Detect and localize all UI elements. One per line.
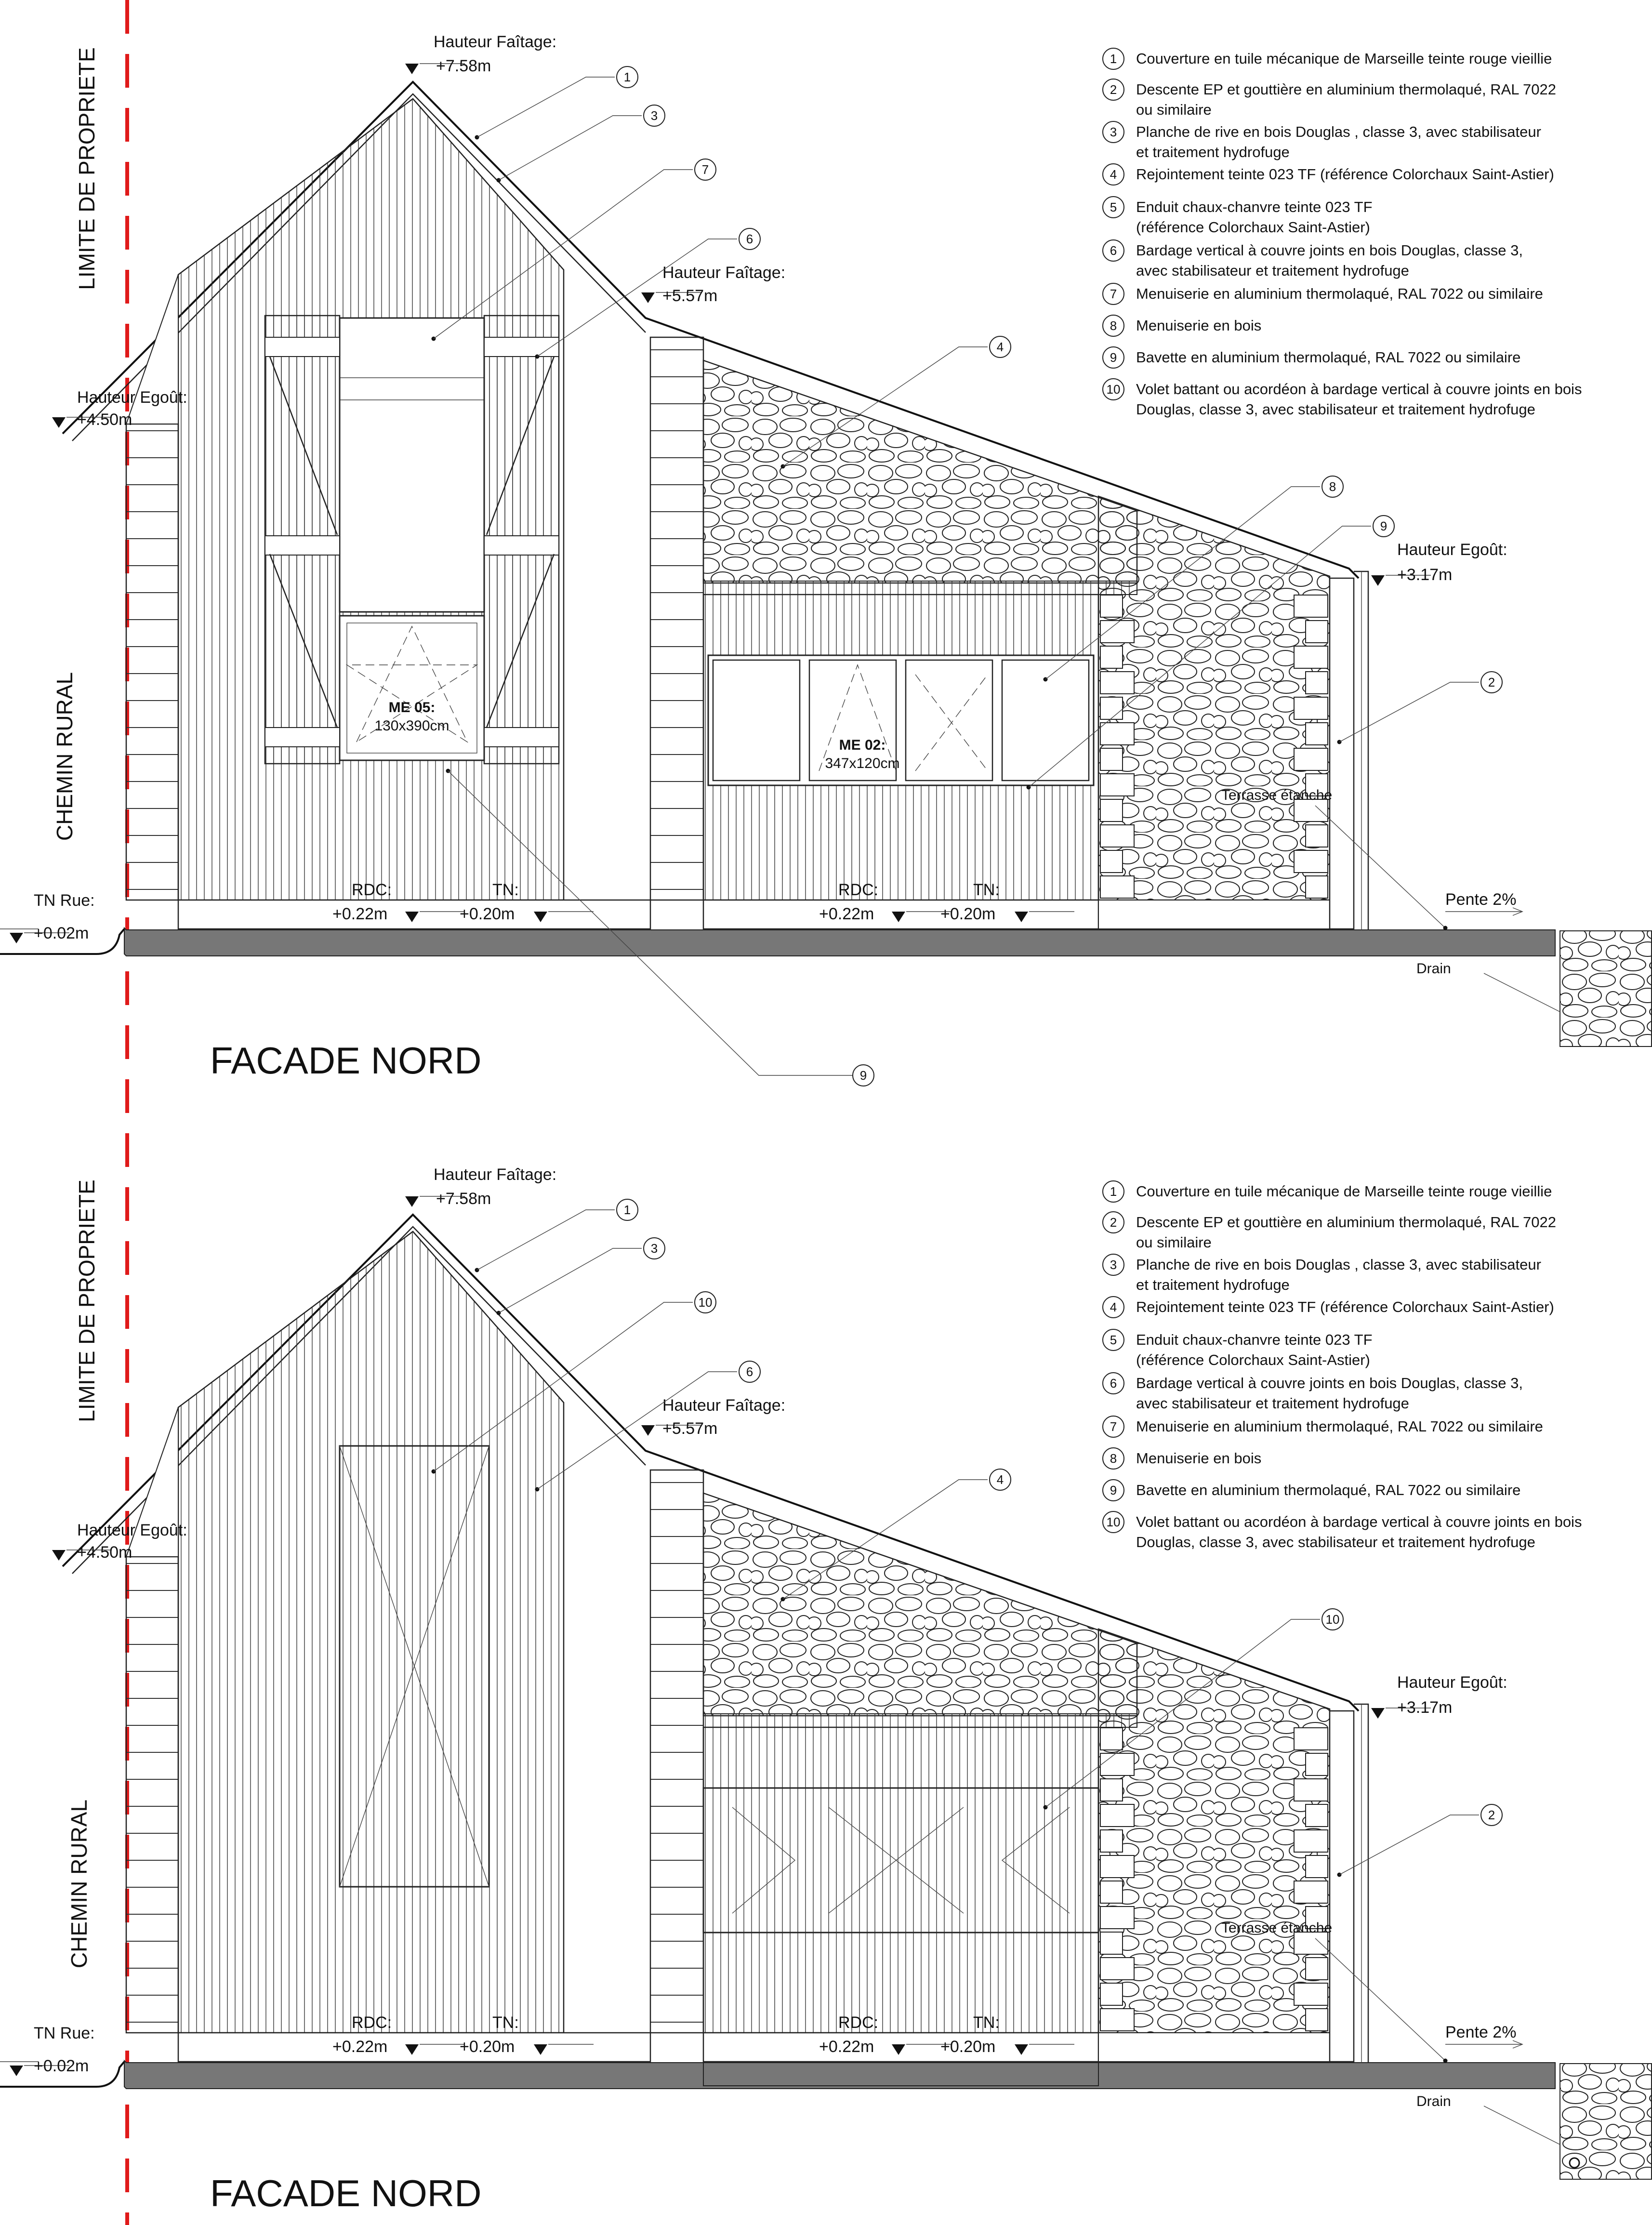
eave-value: +4.50m — [77, 1543, 132, 1562]
quoin-left — [1100, 748, 1123, 770]
legend-text-4: Rejointement teinte 023 TF (référence Colorchaux Saint-Astier) — [1136, 1298, 1554, 1315]
legend-text-6: Bardage vertical à couvre joints en bois Douglas, classe 3, — [1136, 1375, 1523, 1391]
quoin-right — [1306, 876, 1328, 898]
quoin-left — [1100, 1855, 1134, 1878]
window-main-code: ME 05: — [388, 700, 436, 715]
drain-leader — [1484, 2106, 1560, 2145]
window-annex-size: 347x120cm — [825, 755, 900, 771]
drain-gravel — [1560, 931, 1652, 1046]
pier-plinth — [1098, 900, 1330, 929]
facade-view-closed — [0, 1165, 1652, 2214]
ridge-marker — [405, 64, 419, 74]
callout-number: 6 — [746, 1364, 753, 1379]
leader-line — [1339, 1815, 1479, 1875]
callout-number: 9 — [1110, 350, 1117, 365]
quoin-right — [1306, 825, 1328, 847]
annex-ridge-marker — [641, 292, 655, 303]
shutter-batten — [265, 337, 340, 357]
callout-number: 1 — [623, 70, 631, 84]
legend-text-8: Menuiserie en bois — [1136, 1450, 1262, 1467]
corner-column — [650, 337, 703, 900]
quoin-left — [1100, 672, 1134, 694]
callout-number: 7 — [1110, 287, 1117, 301]
quoin-left — [1100, 1958, 1134, 1980]
slope-arrow — [1445, 908, 1522, 915]
quoin-right — [1294, 1830, 1328, 1852]
terrace-label: Terrasse étanche — [1221, 787, 1333, 803]
callout-number: 4 — [1110, 1300, 1117, 1314]
tn-rue-marker — [10, 2066, 23, 2076]
annex-eave-value: +3.17m — [1397, 566, 1453, 584]
ridge-label: Hauteur Faîtage: — [434, 33, 557, 51]
annex-ridge-value: +5.57m — [662, 1419, 718, 1438]
legend-text-10: Douglas, classe 3, avec stabilisateur et traitement hydrofuge — [1136, 1534, 1535, 1550]
annex-stone-wall — [703, 1493, 1137, 1716]
eave-marker — [52, 1550, 66, 1561]
quoin-left — [1100, 595, 1123, 617]
quoin-left — [1100, 850, 1123, 873]
legend-text-8: Menuiserie en bois — [1136, 317, 1262, 334]
tn-label: TN: — [492, 881, 519, 899]
quoin-left — [1100, 1779, 1123, 1801]
slope-label: Pente 2% — [1445, 2023, 1517, 2041]
drain-gravel — [1560, 2064, 1652, 2179]
legend-text-6: Bardage vertical à couvre joints en bois Douglas, classe 3, — [1136, 242, 1523, 259]
tn-label: TN: — [492, 2013, 519, 2032]
shutter-batten — [484, 337, 559, 357]
callout-number: 10 — [1106, 1515, 1121, 1529]
quoin-left — [1100, 1804, 1134, 1827]
annex-side-wall — [1330, 578, 1354, 929]
legend-text-2: Descente EP et gouttière en aluminium thermolaqué, RAL 7022 — [1136, 81, 1556, 98]
slope-arrow — [1445, 2040, 1522, 2048]
legend-text-9: Bavette en aluminium thermolaqué, RAL 7022 ou similaire — [1136, 349, 1521, 366]
leader-line — [477, 77, 615, 137]
callout-number: 6 — [1110, 1376, 1117, 1391]
callout-number: 4 — [996, 340, 1004, 354]
quoin-right — [1306, 2009, 1328, 2031]
annex-eave-value: +3.17m — [1397, 1698, 1453, 1717]
callout-number: 10 — [1106, 382, 1121, 397]
callout-number: 1 — [1110, 52, 1117, 66]
view-title: FACADE NORD — [210, 2172, 482, 2214]
legend-text-2: ou similaire — [1136, 1234, 1212, 1251]
callout-number: 9 — [859, 1068, 867, 1083]
quoin-left — [1100, 1753, 1134, 1775]
callout-number: 10 — [1325, 1612, 1340, 1627]
eave-marker — [52, 417, 66, 428]
quoin-left — [1100, 1983, 1123, 2005]
callout-number: 1 — [1110, 1184, 1117, 1199]
rdc-value: +0.22m — [332, 905, 388, 923]
callout-number: 7 — [1110, 1419, 1117, 1434]
gable-cladding — [178, 1232, 564, 2033]
legend-text-3: Planche de rive en bois Douglas , classe 3, avec stabilisateur — [1136, 1256, 1541, 1273]
rdc-label: RDC: — [838, 881, 879, 899]
legend-text-1: Couverture en tuile mécanique de Marseille teinte rouge vieillie — [1136, 50, 1552, 67]
downpipe — [1354, 1704, 1368, 2063]
annex-side-wall — [1330, 1711, 1354, 2062]
callout-number: 2 — [1488, 675, 1495, 689]
shutter-batten — [484, 728, 559, 747]
quoin-left — [1100, 774, 1134, 796]
tn-label: TN: — [973, 2013, 1000, 2032]
tn-label: TN: — [973, 881, 1000, 899]
ground-slab — [124, 928, 1555, 956]
window-main-size: 130x390cm — [374, 718, 449, 734]
tn-rue-label: TN Rue: — [34, 891, 95, 910]
left-side-wall — [126, 424, 178, 900]
quoin-left — [1100, 1932, 1123, 1954]
leader-line — [499, 116, 642, 180]
drain-label: Drain — [1416, 961, 1451, 977]
callout-number: 9 — [1110, 1483, 1117, 1497]
annex-eave-marker — [1371, 575, 1385, 586]
callout-number: 1 — [623, 1203, 631, 1217]
leader-dot — [1443, 2059, 1448, 2063]
callout-number: 9 — [1380, 519, 1388, 533]
tn-value: +0.20m — [460, 2038, 515, 2056]
annex-ridge-label: Hauteur Faîtage: — [662, 1396, 786, 1415]
quoin-right — [1294, 1779, 1328, 1801]
callout-number: 6 — [746, 232, 753, 246]
quoin-left — [1100, 646, 1123, 668]
tn-rue-marker — [10, 933, 23, 943]
quoin-right — [1294, 748, 1328, 770]
tn-value: +0.20m — [940, 2038, 996, 2056]
callout-number: 4 — [996, 1472, 1004, 1487]
quoin-right — [1294, 1728, 1328, 1750]
drain-label: Drain — [1416, 2093, 1451, 2109]
left-side-wall — [126, 1557, 178, 2033]
rdc-value: +0.22m — [819, 2038, 874, 2056]
callout-number: 5 — [1110, 200, 1117, 214]
callout-number: 3 — [650, 1241, 658, 1256]
annex-lintel — [703, 581, 1137, 595]
legend-text-5: (référence Colorchaux Saint-Astier) — [1136, 1351, 1370, 1368]
corner-column — [650, 1470, 703, 2033]
callout-number: 8 — [1110, 1451, 1117, 1466]
legend-text-2: ou similaire — [1136, 101, 1212, 118]
tn-rue-value: +0.02m — [34, 924, 89, 942]
callout-number: 10 — [698, 1295, 713, 1310]
quoin-left — [1100, 621, 1134, 643]
annex-ridge-marker — [641, 1425, 655, 1436]
quoin-right — [1306, 1804, 1328, 1827]
quoin-right — [1306, 1958, 1328, 1980]
annex-cladding — [703, 1727, 1098, 2033]
legend-text-7: Menuiserie en aluminium thermolaqué, RAL 7022 ou similaire — [1136, 285, 1543, 302]
quoin-left — [1100, 1907, 1134, 1929]
drain-leader — [1484, 973, 1560, 1012]
legend-text-3: et traitement hydrofuge — [1136, 144, 1290, 160]
quoin-right — [1294, 646, 1328, 668]
quoin-left — [1100, 1728, 1123, 1750]
rdc-label: RDC: — [352, 881, 392, 899]
quoin-left — [1100, 876, 1134, 898]
legend-text-1: Couverture en tuile mécanique de Marseille teinte rouge vieillie — [1136, 1183, 1552, 1200]
rdc-value: +0.22m — [332, 2038, 388, 2056]
rdc-value: +0.22m — [819, 905, 874, 923]
window-annex-code: ME 02: — [839, 737, 886, 753]
tn-rue-value: +0.02m — [34, 2057, 89, 2075]
main-window-upper — [340, 318, 484, 612]
callout-number: 6 — [1110, 243, 1117, 258]
road-label-1: CHEMIN RURAL — [52, 672, 77, 841]
legend-text-3: Planche de rive en bois Douglas , classe 3, avec stabilisateur — [1136, 123, 1541, 140]
ridge-label: Hauteur Faîtage: — [434, 1165, 557, 1184]
annex-eave-label: Hauteur Egoût: — [1397, 1673, 1507, 1692]
quoin-left — [1100, 723, 1134, 745]
legend-text-9: Bavette en aluminium thermolaqué, RAL 7022 ou similaire — [1136, 1482, 1521, 1498]
callout-number: 5 — [1110, 1333, 1117, 1347]
slope-label: Pente 2% — [1445, 890, 1517, 909]
quoin-right — [1306, 1855, 1328, 1878]
callout-number: 2 — [1110, 1215, 1117, 1230]
annex-stone-wall — [703, 360, 1137, 583]
callout-number: 2 — [1488, 1808, 1495, 1822]
annex-window-frame — [708, 655, 1094, 785]
tn-value: +0.20m — [940, 905, 996, 923]
legend-text-5: Enduit chaux-chanvre teinte 023 TF — [1136, 1331, 1373, 1348]
legend-text-10: Volet battant ou acordéon à bardage vertical à couvre joints en bois — [1136, 381, 1582, 397]
callout-number: 2 — [1110, 82, 1117, 97]
tn-value: +0.20m — [460, 905, 515, 923]
legend-text-5: Enduit chaux-chanvre teinte 023 TF — [1136, 199, 1373, 215]
legend-text-4: Rejointement teinte 023 TF (référence Colorchaux Saint-Astier) — [1136, 166, 1554, 183]
street-curb — [96, 929, 124, 954]
legend-text-10: Douglas, classe 3, avec stabilisateur et traitement hydrofuge — [1136, 401, 1535, 418]
terrace-label: Terrasse étanche — [1221, 1920, 1333, 1936]
quoin-left — [1100, 825, 1134, 847]
leader-dot — [1443, 926, 1448, 930]
leader-line — [1339, 682, 1479, 742]
quoin-right — [1294, 1881, 1328, 1903]
quoin-right — [1306, 621, 1328, 643]
quoin-right — [1294, 850, 1328, 873]
ridge-value: +7.58m — [436, 1190, 491, 1208]
leader-line — [477, 1210, 615, 1270]
legend-text-5: (référence Colorchaux Saint-Astier) — [1136, 219, 1370, 236]
annex-eave-marker — [1371, 1708, 1385, 1719]
pier-plinth — [1098, 2033, 1330, 2062]
tn-rue-label: TN Rue: — [34, 2024, 95, 2042]
quoin-left — [1100, 697, 1123, 719]
street-curb — [96, 2062, 124, 2087]
annex-ridge-label: Hauteur Faîtage: — [662, 264, 786, 282]
callout-number: 7 — [701, 162, 709, 177]
shutter-batten — [265, 728, 340, 747]
quoin-right — [1294, 697, 1328, 719]
legend-text-6: avec stabilisateur et traitement hydrofuge — [1136, 262, 1409, 279]
downpipe — [1354, 571, 1368, 930]
callout-number: 3 — [650, 108, 658, 123]
quoin-right — [1306, 672, 1328, 694]
eave-value: +4.50m — [77, 411, 132, 429]
callout-number: 8 — [1329, 479, 1336, 494]
callout-number: 4 — [1110, 167, 1117, 182]
ridge-marker — [405, 1196, 419, 1207]
shutter-batten — [484, 536, 559, 555]
boundary-label-2: LIMITE DE PROPRIETE — [74, 1179, 99, 1422]
quoin-right — [1306, 723, 1328, 745]
quoin-left — [1100, 1881, 1123, 1903]
callout-number: 8 — [1110, 318, 1117, 333]
quoin-right — [1306, 1753, 1328, 1775]
eave-label: Hauteur Egoût: — [77, 388, 187, 407]
view-title: FACADE NORD — [210, 1039, 482, 1082]
facade-view-open — [0, 33, 1652, 1086]
leader-line — [499, 1248, 642, 1313]
ridge-value: +7.58m — [436, 57, 491, 75]
legend-text-10: Volet battant ou acordéon à bardage vertical à couvre joints en bois — [1136, 1513, 1582, 1530]
eave-label: Hauteur Egoût: — [77, 1521, 187, 1539]
ground-slab — [124, 2061, 1555, 2089]
annex-ridge-value: +5.57m — [662, 287, 718, 305]
rdc-label: RDC: — [838, 2013, 879, 2032]
legend-text-2: Descente EP et gouttière en aluminium thermolaqué, RAL 7022 — [1136, 1214, 1556, 1231]
callout-number: 3 — [1110, 1258, 1117, 1272]
annex-lintel — [703, 1714, 1137, 1727]
boundary-label-1: LIMITE DE PROPRIETE — [74, 47, 99, 290]
quoin-right — [1294, 595, 1328, 617]
legend-text-6: avec stabilisateur et traitement hydrofuge — [1136, 1395, 1409, 1412]
quoin-left — [1100, 2009, 1134, 2031]
road-label-2: CHEMIN RURAL — [66, 1799, 92, 1969]
annex-eave-label: Hauteur Egoût: — [1397, 541, 1507, 559]
rdc-label: RDC: — [352, 2013, 392, 2032]
callout-number: 3 — [1110, 125, 1117, 139]
legend-text-3: et traitement hydrofuge — [1136, 1276, 1290, 1293]
quoin-left — [1100, 1830, 1123, 1852]
quoin-left — [1100, 799, 1123, 821]
legend-text-7: Menuiserie en aluminium thermolaqué, RAL 7022 ou similaire — [1136, 1418, 1543, 1435]
quoin-right — [1294, 1983, 1328, 2005]
shutter-batten — [265, 536, 340, 555]
